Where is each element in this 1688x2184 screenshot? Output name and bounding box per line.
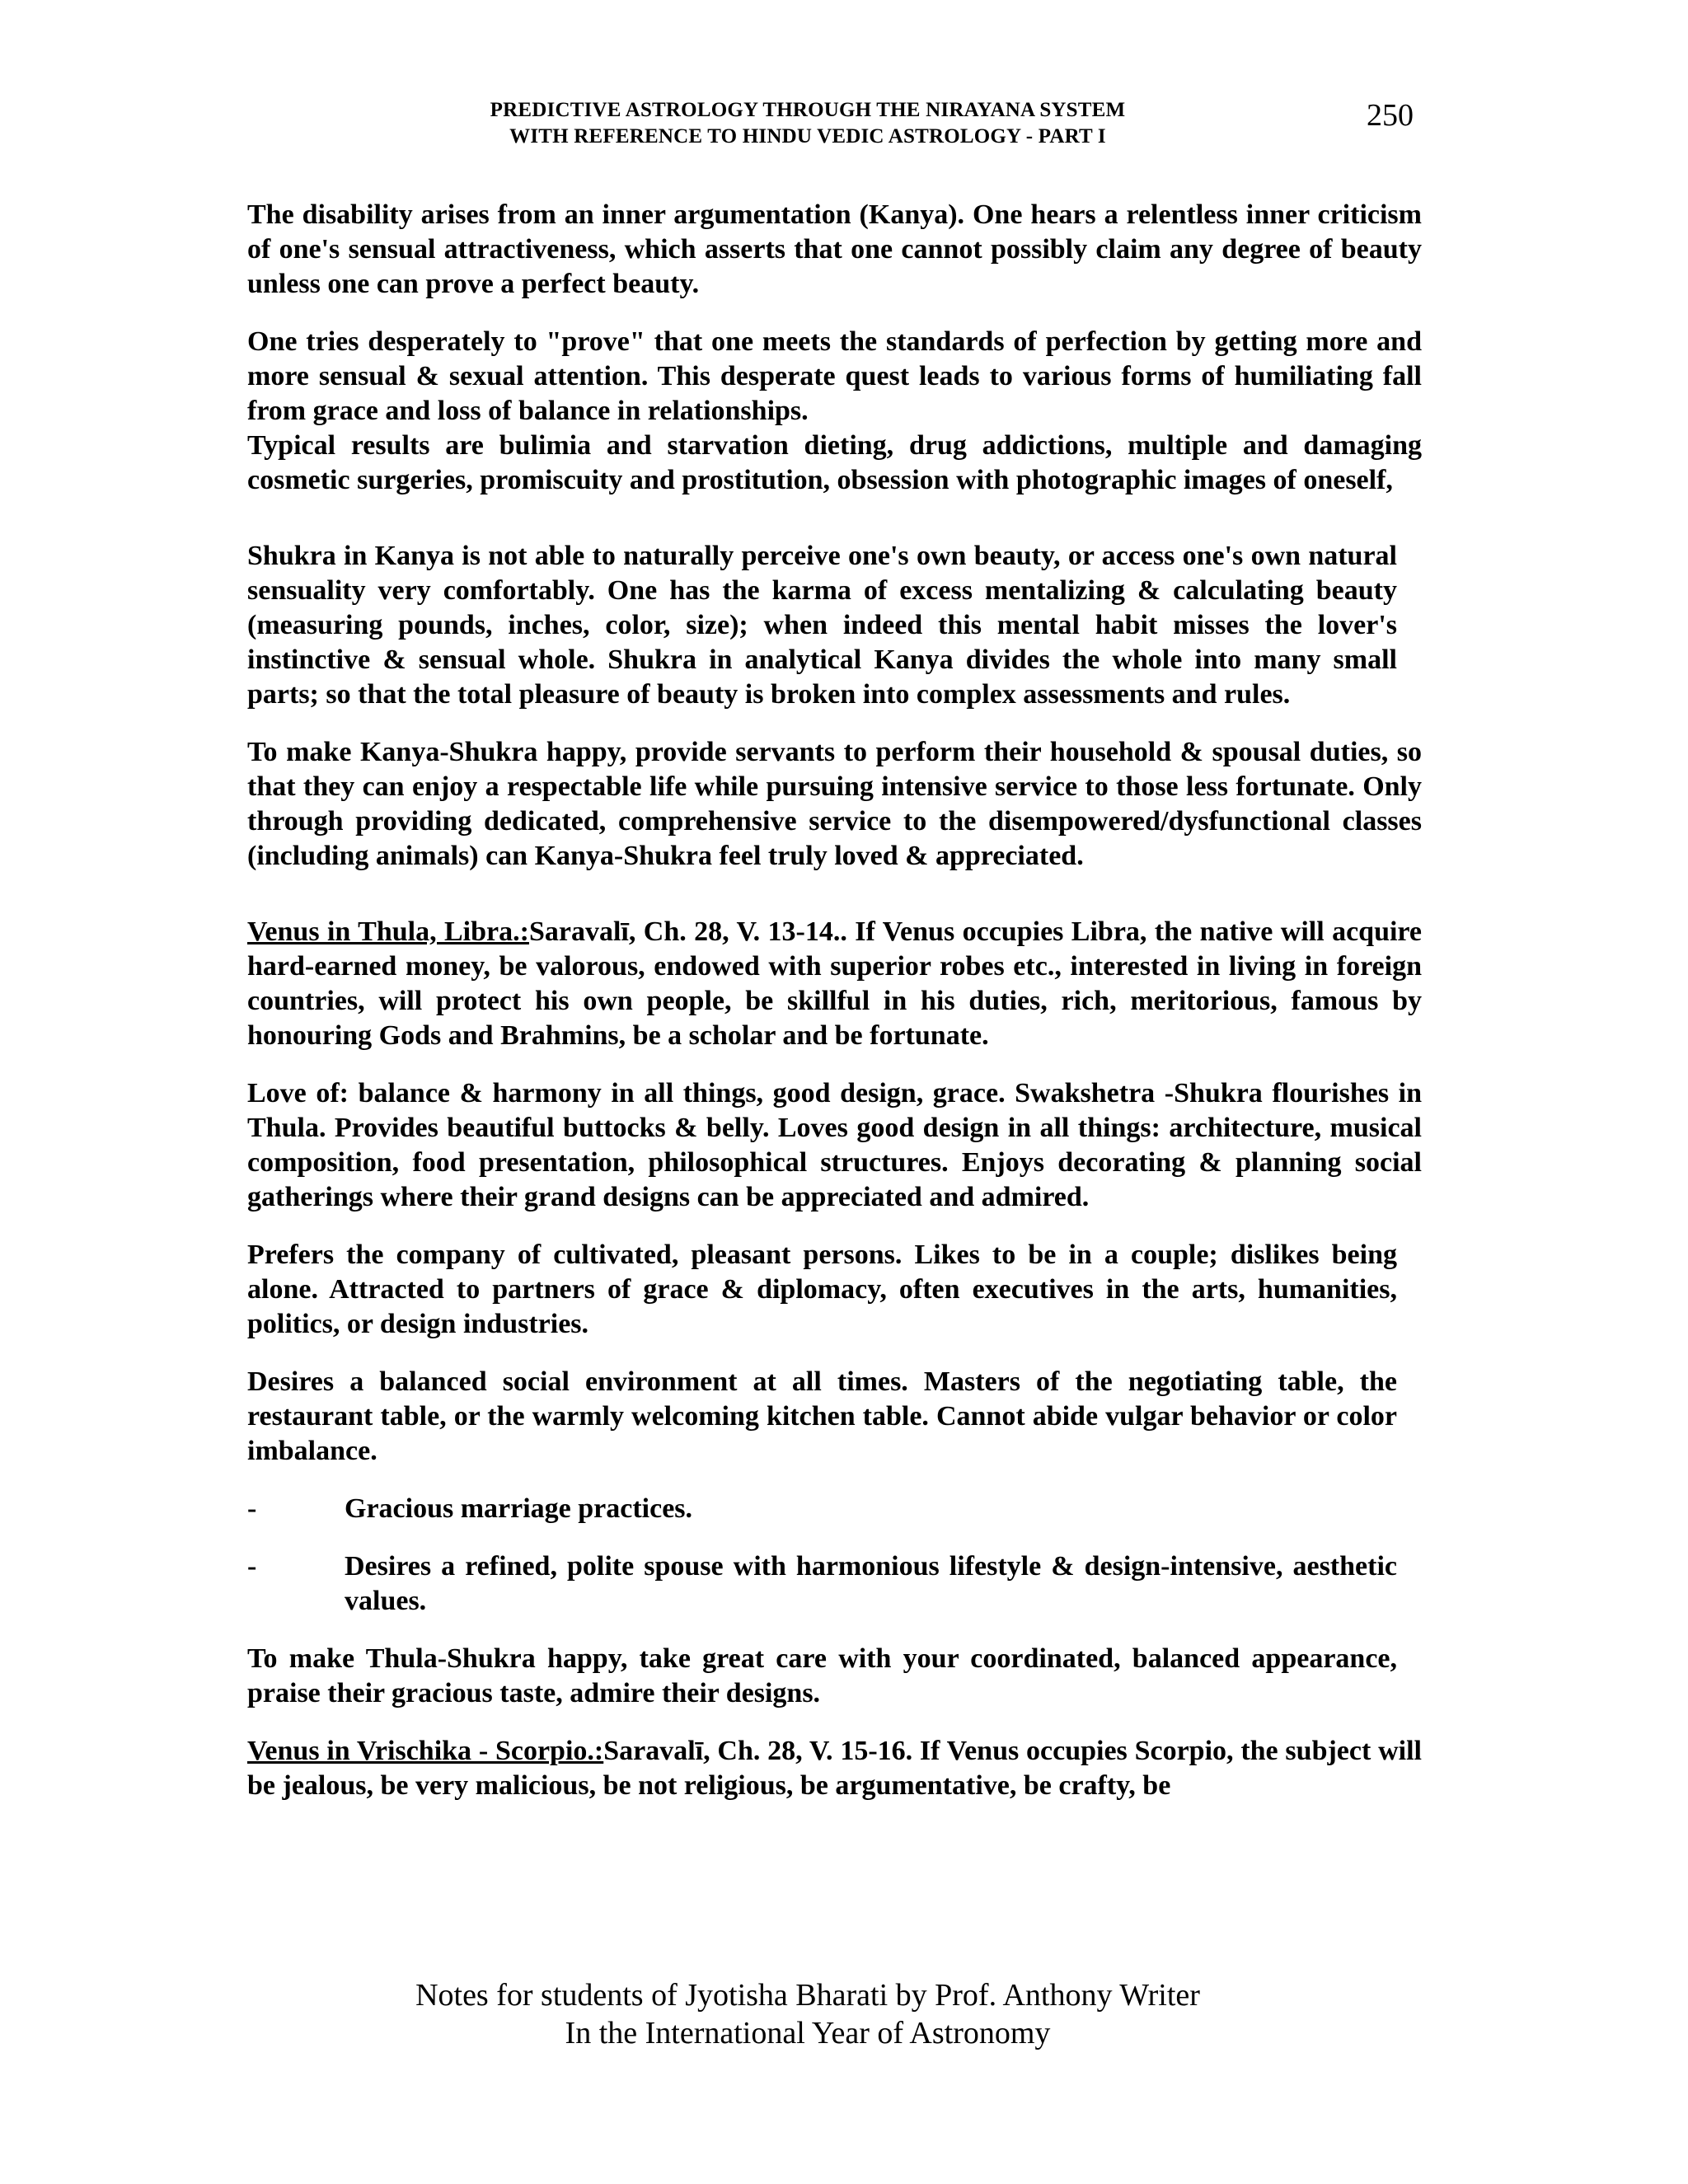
paragraph-thula-shukra-happy: To make Thula-Shukra happy, take great care with your coordinated, balanced appearance, praise their gracious taste, admire their designs. <box>247 1643 1397 1708</box>
paragraph-venus-vrischika <box>247 1734 1422 1803</box>
section-heading-thula: Venus in Thula, Libra.: <box>247 916 529 947</box>
paragraph-balanced-environment: Desires a balanced social environment at all times. Masters of the negotiating table, the restaurant table, or the warmly welcoming kitchen table. Cannot abide vulgar behavior or color imbalance. <box>247 1366 1397 1466</box>
paragraph-venus-thula <box>247 915 1422 1053</box>
bullet-dash: - <box>247 1551 257 1582</box>
paragraph-prefers-company: Prefers the company of cultivated, pleasant persons. Likes to be in a couple; dislikes being alone. Attracted to partners of grace & diplomacy, often executives in the arts, humanities, politics, or design industries. <box>247 1240 1397 1339</box>
page-number: 250 <box>1367 98 1414 133</box>
paragraph-disability: The disability arises from an inner argumentation (Kanya). One hears a relentless inner criticism of one's sensual attractiveness, which asserts that one cannot possibly claim any degree of beauty unless one can prove a perfect beauty. <box>247 199 1422 299</box>
header-line-2: WITH REFERENCE TO HINDU VEDIC ASTROLOGY - PART I <box>509 125 1106 148</box>
list-item <box>247 1492 1397 1526</box>
bullet-dash: - <box>247 1493 257 1524</box>
list-item <box>247 1549 1397 1619</box>
bullet-text: Gracious marriage practices. <box>345 1493 693 1524</box>
section-heading-vrischika: Venus in Vrischika - Scorpio.: <box>247 1736 604 1766</box>
paragraph-love-of: Love of: balance & harmony in all things, good design, grace. Swakshetra -Shukra flourishes in Thula. Provides beautiful buttocks & belly. Loves good design in all things: architecture, musical composition, food presentation, philosophical structures. Enjoys decorating & planning social gatherings where their grand designs can be appreciated and admired. <box>247 1078 1422 1212</box>
bullet-text: Desires a refined, polite spouse with harmonious lifestyle & design-intensive, aesthetic values. <box>345 1551 1397 1616</box>
vrischika-text: Saravalī, Ch. 28, V. 15-16. If Venus occupies Scorpio, the subject will be jealous, be very malicious, be not religious, be argumentative, be crafty, be <box>247 1736 1422 1801</box>
paragraph-prove: One tries desperately to "prove" that one meets the standards of perfection by getting more and more sensual & sexual attention. This desperate quest leads to various forms of humiliating fall from grace and loss of balance in relationships. <box>247 326 1422 426</box>
thula-text: Saravalī, Ch. 28, V. 13-14.. If Venus occupies Libra, the native will acquire hard-earned money, be valorous, endowed with superior robes etc., interested in living in foreign countries, will protect his own people, be skillful in his duties, rich, meritorious, famous by honouring Gods and Brahmins, be a scholar and be fortunate. <box>247 916 1422 1051</box>
header-line-1: PREDICTIVE ASTROLOGY THROUGH THE NIRAYANA SYSTEM <box>490 99 1126 121</box>
page-footer <box>0 1976 1615 2052</box>
paragraph-typical-results: Typical results are bulimia and starvation dieting, drug addictions, multiple and damaging cosmetic surgeries, promiscuity and prostitution, obsession with photographic images of oneself, <box>247 430 1422 495</box>
page-body <box>247 198 1422 1826</box>
paragraph-shukra-kanya: Shukra in Kanya is not able to naturally perceive one's own beauty, or access one's own natural sensuality very comfortably. One has the karma of excess mentalizing & calculating beauty (measuring pounds, inches, color, size); when indeed this mental habit misses the lover's instinctive & sensual whole. Shukra in analytical Kanya divides the whole into many small parts; so that the total pleasure of beauty is broken into complex assessments and rules. <box>247 541 1397 710</box>
footer-line-1: Notes for students of Jyotisha Bharati by Prof. Anthony Writer <box>415 1978 1200 2013</box>
paragraph-kanya-shukra-happy: To make Kanya-Shukra happy, provide servants to perform their household & spousal duties, so that they can enjoy a respectable life while pursuing intensive service to those less fortunate. Only through providing dedicated, comprehensive service to the disempowered/dysfunctional classes (including animals) can Kanya-Shukra feel truly loved & appreciated. <box>247 737 1422 871</box>
footer-line-2: In the International Year of Astronomy <box>565 2016 1051 2050</box>
